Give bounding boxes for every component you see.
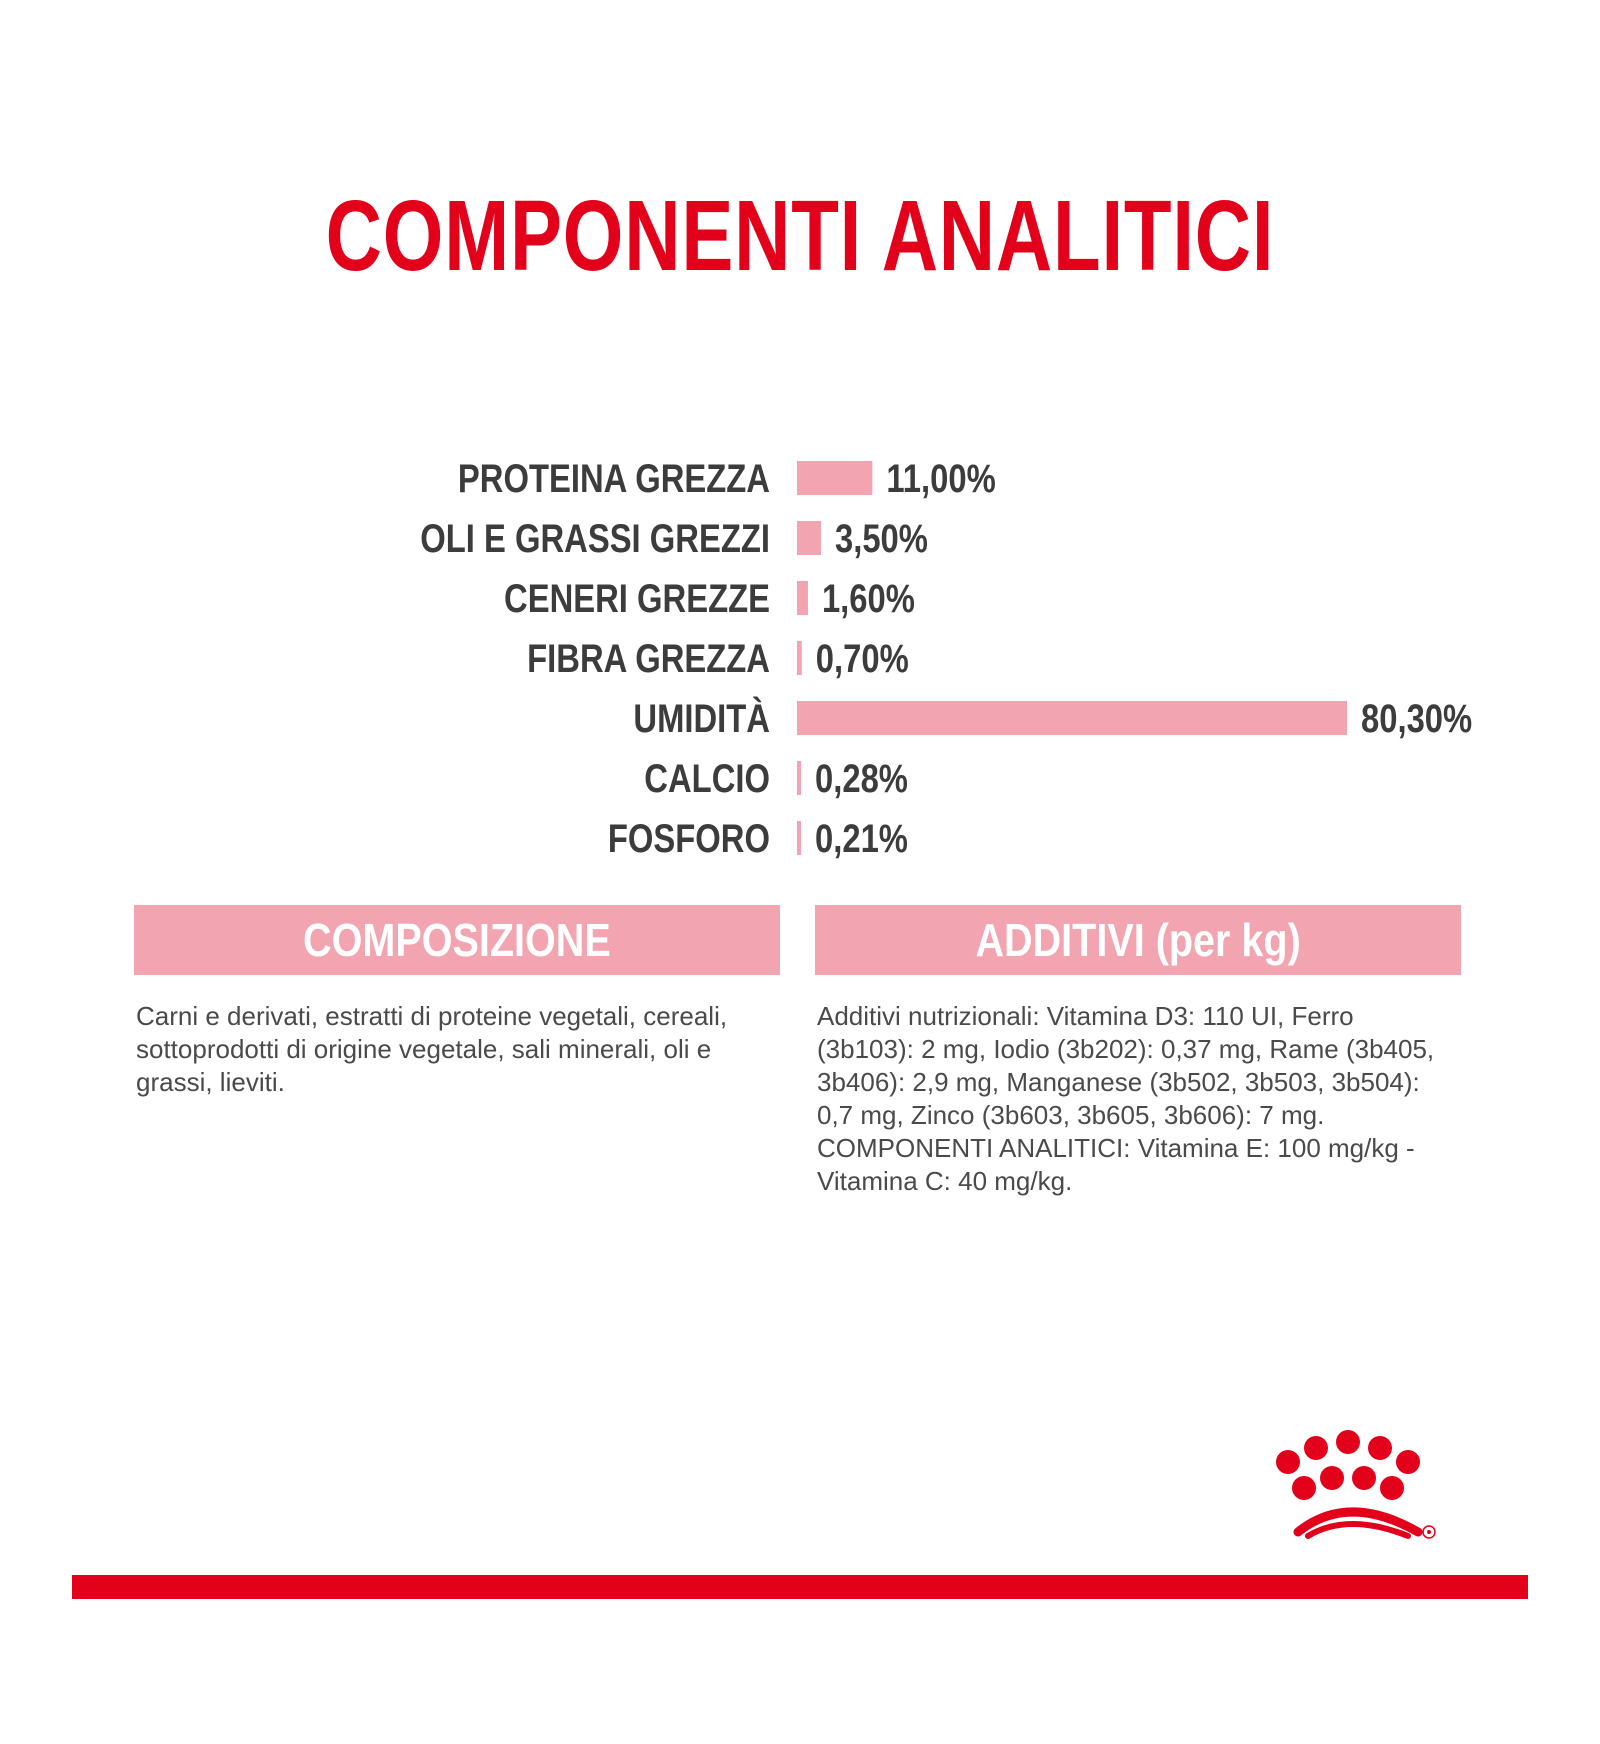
bar-value-label: 0,21% [815, 815, 908, 861]
composizione-header [134, 905, 780, 975]
bar [797, 461, 872, 495]
bar-category-label: UMIDITÀ [633, 695, 770, 741]
bar-value-label: 11,00% [886, 455, 996, 501]
additivi-header [815, 905, 1461, 975]
bar-category-label: FIBRA GREZZA [527, 635, 770, 681]
royal-canin-crown-logo-icon [1268, 1430, 1468, 1550]
bar-category-label: CENERI GREZZE [504, 575, 770, 621]
page-title: COMPONENTI ANALITICI [325, 180, 1275, 292]
footer-red-bar [72, 1575, 1528, 1599]
bar-value-label: 80,30% [1361, 695, 1473, 741]
nutrient-bar-chart [0, 440, 1600, 880]
composizione-text: Carni e derivati, estratti di proteine vegetali, cereali, sottoprodotti di origine vegetale, sali minerali, oli e grassi, lieviti. [136, 1001, 728, 1097]
composizione-header-label: COMPOSIZIONE [303, 914, 611, 966]
bar [797, 821, 801, 855]
additivi-text: Additivi nutrizionali: Vitamina D3: 110 UI, Ferro (3b103): 2 mg, Iodio (3b202): 0,37 mg, Rame (3b405, 3b406): 2,9 mg, Manganese (3b502, 3b503, 3b504): 0,7 mg, Zinco (3b603, 3b605, 3b606): 7 mg. COMPONENTI ANALITICI: Vitamina E: 100 mg/kg - Vitamina C: 40 mg/kg. [817, 1001, 1435, 1196]
bar [797, 581, 808, 615]
additivi-header-label: ADDITIVI (per kg) [975, 914, 1301, 966]
bar [797, 521, 821, 555]
bar-value-label: 1,60% [821, 575, 915, 621]
bar-value-label: 3,50% [834, 515, 928, 561]
bar [797, 761, 801, 795]
bar-category-label: FOSFORO [607, 815, 770, 861]
bar [797, 641, 802, 675]
bar-category-label: PROTEINA GREZZA [457, 455, 770, 501]
bar [797, 701, 1347, 735]
bar-category-label: OLI E GRASSI GREZZI [420, 515, 770, 561]
bar-value-label: 0,28% [815, 755, 908, 801]
bar-category-label: CALCIO [644, 755, 770, 801]
bar-value-label: 0,70% [815, 635, 909, 681]
